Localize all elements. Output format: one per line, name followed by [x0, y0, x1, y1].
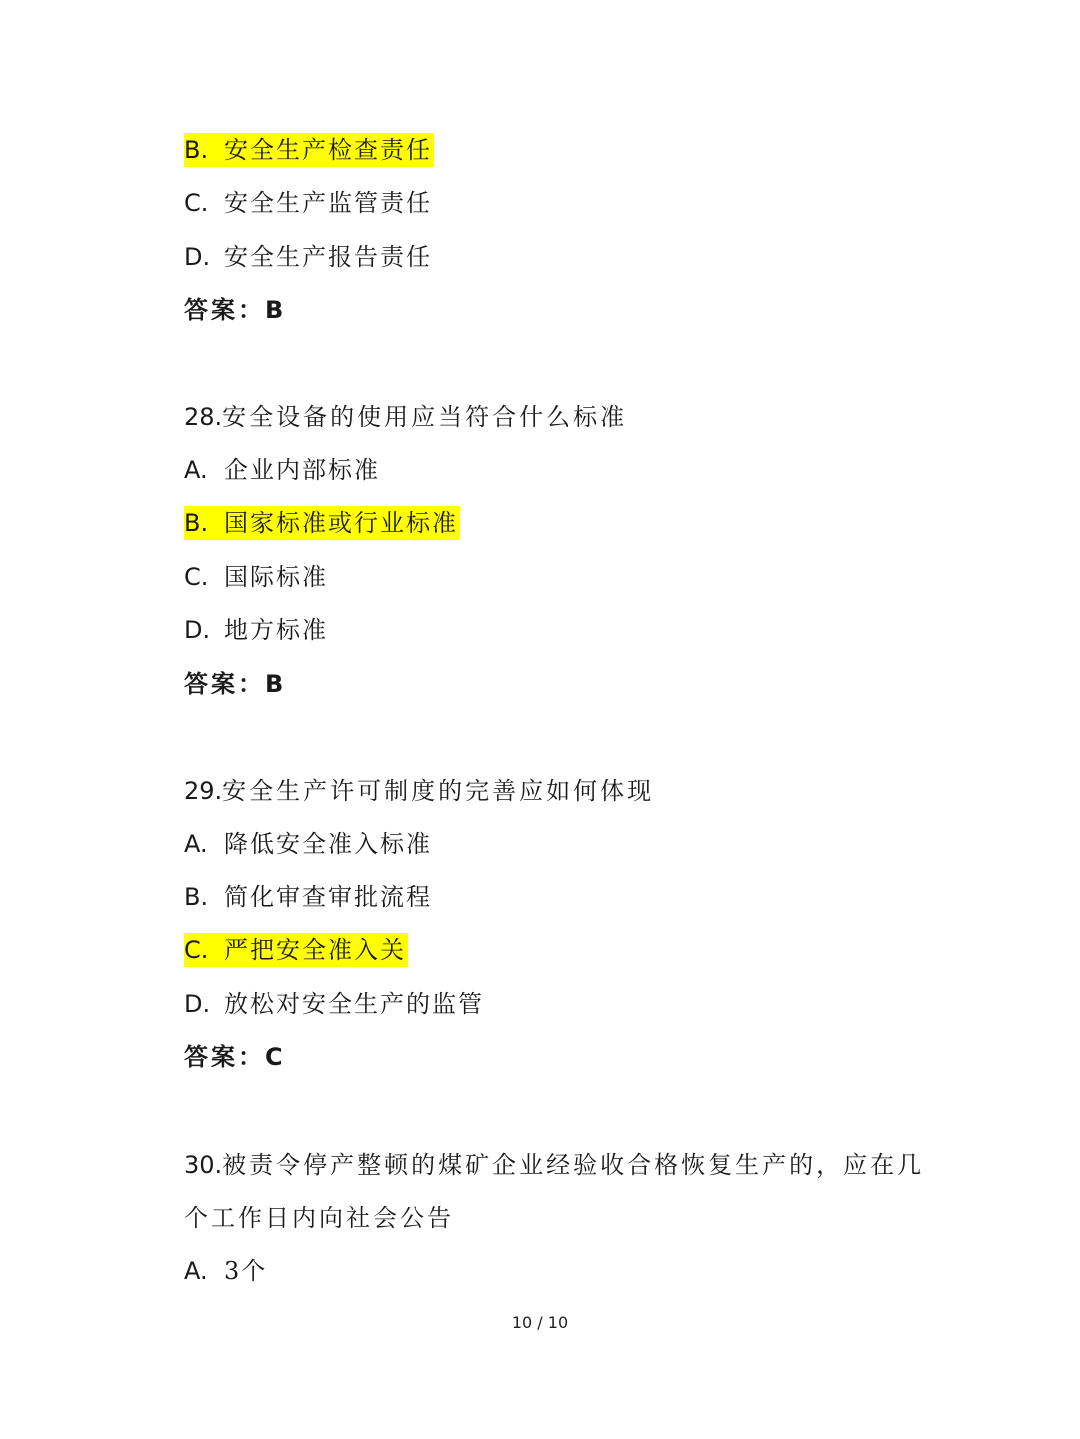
answer-option	[184, 560, 328, 594]
answer-option	[184, 240, 432, 274]
question-line	[184, 400, 627, 434]
answer-key: 答案：B	[184, 296, 287, 324]
option-text: 放松对安全生产的监管	[224, 990, 484, 1018]
option-letter: C.	[184, 563, 209, 591]
option-text: 地方标准	[224, 616, 328, 644]
question-text: 被责令停产整顿的煤矿企业经验收合格恢复生产的，应在几	[222, 1151, 925, 1179]
answer-option	[184, 186, 432, 220]
question-number: 28.	[184, 403, 223, 431]
answer-option	[184, 880, 432, 914]
option-text: 国家标准或行业标准	[224, 509, 458, 537]
page-indicator: 10 / 10	[511, 1313, 569, 1332]
option-letter: B.	[184, 509, 209, 537]
answer-option	[184, 987, 484, 1021]
answer-option	[184, 133, 434, 167]
question-line	[184, 1148, 924, 1182]
question-text: 安全生产许可制度的完善应如何体现	[222, 777, 655, 805]
option-letter: B.	[184, 136, 209, 164]
option-letter: C.	[184, 936, 209, 964]
answer-key: 答案：B	[184, 670, 287, 698]
answer-option	[184, 933, 408, 967]
option-text: 安全生产报告责任	[224, 243, 432, 271]
option-letter: A.	[184, 830, 208, 858]
option-text: 安全生产检查责任	[224, 136, 432, 164]
option-text: 简化审查审批流程	[224, 883, 432, 911]
option-text: 国际标准	[224, 563, 328, 591]
option-letter: C.	[184, 189, 209, 217]
option-text: 降低安全准入标准	[224, 830, 432, 858]
answer-option	[184, 453, 380, 487]
answer-option	[184, 613, 328, 647]
answer-option	[184, 506, 460, 540]
question-number: 29.	[184, 777, 223, 805]
option-letter: B.	[184, 883, 209, 911]
answer-option	[184, 1254, 267, 1288]
option-text: 企业内部标准	[224, 456, 380, 484]
option-letter: A.	[184, 1257, 208, 1285]
answer-option	[184, 827, 432, 861]
option-text: 严把安全准入关	[224, 936, 406, 964]
question-number: 30.	[184, 1151, 223, 1179]
option-text: 3个	[224, 1257, 268, 1285]
option-letter: A.	[184, 456, 208, 484]
question-text-continuation: 个工作日内向社会公告	[184, 1204, 454, 1232]
answer-key: 答案：C	[184, 1043, 286, 1071]
question-text: 安全设备的使用应当符合什么标准	[222, 403, 628, 431]
option-letter: D.	[184, 243, 211, 271]
option-letter: D.	[184, 616, 211, 644]
option-text: 安全生产监管责任	[224, 189, 432, 217]
option-letter: D.	[184, 990, 211, 1018]
question-line	[184, 774, 654, 808]
